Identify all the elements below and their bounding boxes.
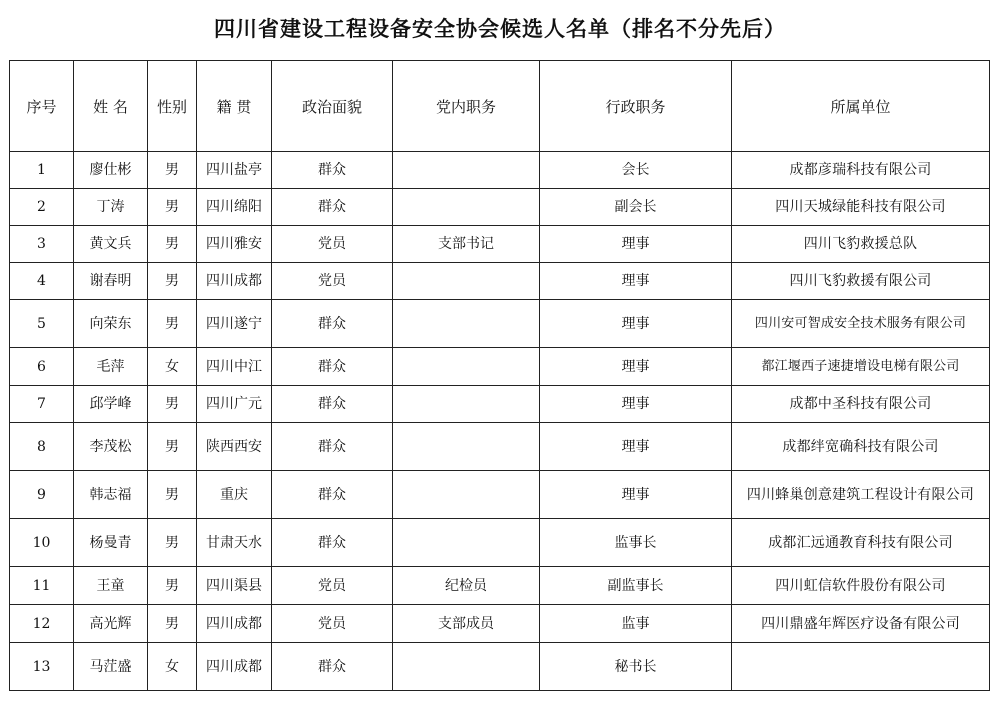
header-origin: 籍 贯 <box>197 61 272 152</box>
cell-party-post <box>393 386 540 423</box>
candidate-table <box>9 60 990 691</box>
cell-unit: 四川飞豹救援有限公司 <box>732 263 990 300</box>
cell-name: 谢春明 <box>74 263 148 300</box>
table-row <box>10 300 990 348</box>
cell-unit: 成都中圣科技有限公司 <box>732 386 990 423</box>
cell-admin-post: 理事 <box>540 226 732 263</box>
cell-political-status: 党员 <box>272 605 393 643</box>
cell-political-status: 群众 <box>272 386 393 423</box>
cell-political-status: 群众 <box>272 152 393 189</box>
cell-political-status: 党员 <box>272 263 393 300</box>
cell-political-status: 群众 <box>272 423 393 471</box>
cell-unit: 四川蜂巢创意建筑工程设计有限公司 <box>732 471 990 519</box>
table-row <box>10 643 990 691</box>
cell-admin-post: 监事 <box>540 605 732 643</box>
document-title: 四川省建设工程设备安全协会候选人名单（排名不分先后） <box>214 17 786 41</box>
cell-index: 4 <box>10 263 74 300</box>
cell-party-post: 支部成员 <box>393 605 540 643</box>
cell-gender: 男 <box>148 605 197 643</box>
cell-party-post <box>393 152 540 189</box>
table-row <box>10 386 990 423</box>
cell-name: 王童 <box>74 567 148 605</box>
header-gender: 性别 <box>148 61 197 152</box>
cell-index: 2 <box>10 189 74 226</box>
cell-admin-post: 副会长 <box>540 189 732 226</box>
cell-name: 韩志福 <box>74 471 148 519</box>
cell-origin: 甘肃天水 <box>197 519 272 567</box>
cell-gender: 男 <box>148 386 197 423</box>
cell-origin: 四川成都 <box>197 643 272 691</box>
cell-origin: 四川绵阳 <box>197 189 272 226</box>
cell-name: 毛萍 <box>74 348 148 386</box>
cell-political-status: 群众 <box>272 471 393 519</box>
cell-unit: 四川天城绿能科技有限公司 <box>732 189 990 226</box>
cell-gender: 男 <box>148 300 197 348</box>
table-row <box>10 263 990 300</box>
cell-political-status: 党员 <box>272 567 393 605</box>
cell-index: 7 <box>10 386 74 423</box>
cell-unit: 都江堰西子速捷增设电梯有限公司 <box>732 348 990 386</box>
cell-party-post <box>393 471 540 519</box>
table-row <box>10 189 990 226</box>
cell-origin: 重庆 <box>197 471 272 519</box>
cell-name: 黄文兵 <box>74 226 148 263</box>
cell-party-post <box>393 423 540 471</box>
cell-name: 邱学峰 <box>74 386 148 423</box>
cell-origin: 四川遂宁 <box>197 300 272 348</box>
cell-admin-post: 理事 <box>540 263 732 300</box>
cell-unit: 四川安可智成安全技术服务有限公司 <box>732 300 990 348</box>
cell-gender: 男 <box>148 423 197 471</box>
cell-index: 5 <box>10 300 74 348</box>
cell-unit: 四川飞豹救援总队 <box>732 226 990 263</box>
cell-name: 高光辉 <box>74 605 148 643</box>
cell-unit: 成都绊宽确科技有限公司 <box>732 423 990 471</box>
cell-political-status: 党员 <box>272 226 393 263</box>
cell-party-post <box>393 189 540 226</box>
cell-gender: 男 <box>148 226 197 263</box>
cell-admin-post: 理事 <box>540 471 732 519</box>
cell-index: 12 <box>10 605 74 643</box>
cell-gender: 男 <box>148 519 197 567</box>
cell-admin-post: 监事长 <box>540 519 732 567</box>
cell-gender: 男 <box>148 263 197 300</box>
cell-index: 9 <box>10 471 74 519</box>
cell-party-post <box>393 348 540 386</box>
cell-gender: 男 <box>148 567 197 605</box>
cell-index: 6 <box>10 348 74 386</box>
cell-origin: 四川盐亭 <box>197 152 272 189</box>
table-row <box>10 348 990 386</box>
cell-origin: 四川雅安 <box>197 226 272 263</box>
table-row <box>10 605 990 643</box>
cell-name: 马茳盛 <box>74 643 148 691</box>
table-row <box>10 471 990 519</box>
cell-political-status: 群众 <box>272 300 393 348</box>
cell-admin-post: 理事 <box>540 348 732 386</box>
cell-political-status: 群众 <box>272 189 393 226</box>
cell-origin: 四川中江 <box>197 348 272 386</box>
cell-party-post: 支部书记 <box>393 226 540 263</box>
cell-party-post: 纪检员 <box>393 567 540 605</box>
cell-origin: 四川广元 <box>197 386 272 423</box>
cell-gender: 男 <box>148 471 197 519</box>
cell-index: 1 <box>10 152 74 189</box>
header-party-post: 党内职务 <box>393 61 540 152</box>
cell-party-post <box>393 263 540 300</box>
cell-admin-post: 秘书长 <box>540 643 732 691</box>
cell-political-status: 群众 <box>272 643 393 691</box>
header-name: 姓 名 <box>74 61 148 152</box>
cell-unit: 成都汇远通教育科技有限公司 <box>732 519 990 567</box>
cell-index: 13 <box>10 643 74 691</box>
cell-party-post <box>393 643 540 691</box>
cell-unit: 四川鼎盛年辉医疗设备有限公司 <box>732 605 990 643</box>
table-row <box>10 152 990 189</box>
cell-index: 10 <box>10 519 74 567</box>
cell-name: 丁涛 <box>74 189 148 226</box>
table-row <box>10 519 990 567</box>
cell-index: 11 <box>10 567 74 605</box>
header-index: 序号 <box>10 61 74 152</box>
cell-admin-post: 副监事长 <box>540 567 732 605</box>
table-row <box>10 567 990 605</box>
cell-name: 廖仕彬 <box>74 152 148 189</box>
cell-party-post <box>393 300 540 348</box>
cell-party-post <box>393 519 540 567</box>
table-row <box>10 423 990 471</box>
table-row <box>10 226 990 263</box>
cell-name: 杨曼青 <box>74 519 148 567</box>
cell-gender: 男 <box>148 152 197 189</box>
cell-political-status: 群众 <box>272 348 393 386</box>
cell-admin-post: 理事 <box>540 386 732 423</box>
cell-political-status: 群众 <box>272 519 393 567</box>
cell-gender: 女 <box>148 643 197 691</box>
cell-origin: 陕西西安 <box>197 423 272 471</box>
cell-origin: 四川成都 <box>197 605 272 643</box>
cell-index: 3 <box>10 226 74 263</box>
cell-gender: 男 <box>148 189 197 226</box>
cell-admin-post: 会长 <box>540 152 732 189</box>
table-header-row <box>10 61 990 152</box>
cell-name: 向荣东 <box>74 300 148 348</box>
header-unit: 所属单位 <box>732 61 990 152</box>
cell-gender: 女 <box>148 348 197 386</box>
header-admin-post: 行政职务 <box>540 61 732 152</box>
cell-unit: 成都彦瑞科技有限公司 <box>732 152 990 189</box>
cell-admin-post: 理事 <box>540 423 732 471</box>
cell-index: 8 <box>10 423 74 471</box>
cell-name: 李茂松 <box>74 423 148 471</box>
cell-origin: 四川渠县 <box>197 567 272 605</box>
cell-origin: 四川成都 <box>197 263 272 300</box>
cell-unit: 四川虹信软件股份有限公司 <box>732 567 990 605</box>
cell-unit <box>732 643 990 691</box>
cell-admin-post: 理事 <box>540 300 732 348</box>
header-political-status: 政治面貌 <box>272 61 393 152</box>
